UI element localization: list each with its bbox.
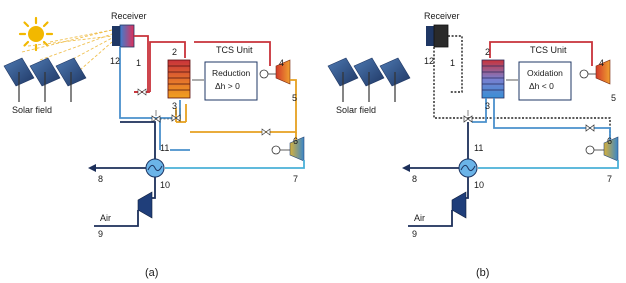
stream-number-11: 11 [160, 143, 170, 153]
heat-exchanger-icon [459, 159, 477, 177]
hot-turbine-icon [580, 60, 610, 84]
stream-number-5: 5 [611, 93, 617, 103]
solar-field-label: Solar field [12, 105, 53, 115]
receiver-label: Receiver [424, 11, 460, 21]
stream-7-line [478, 160, 618, 168]
heat-exchanger-icon [146, 159, 164, 177]
panel-caption: (b) [476, 267, 490, 279]
stream-number-12: 12 [424, 56, 435, 66]
tcs-reactor [482, 60, 504, 98]
compressor-to-hx-line [152, 177, 155, 198]
cool-turbine-icon [272, 137, 304, 161]
receiver-label: Receiver [111, 11, 147, 21]
solar-field-label: Solar field [336, 105, 377, 115]
stream-number-2: 2 [485, 47, 491, 57]
solar-field [328, 58, 410, 102]
stream-number-5: 5 [292, 93, 298, 103]
stream-8-arrow-icon [88, 164, 96, 172]
air-label: Air [100, 213, 111, 223]
receiver [112, 25, 134, 47]
stream-number-1: 1 [136, 58, 142, 68]
stream-number-12: 12 [110, 56, 121, 66]
stream-number-8: 8 [98, 174, 104, 184]
stream-number-8: 8 [412, 174, 418, 184]
tcs-unit-process: Oxidation [527, 68, 563, 78]
warm-line-valve-icon [262, 129, 270, 135]
stream-number-2: 2 [172, 47, 178, 57]
moon-icon [365, 6, 384, 30]
stream-number-3: 3 [485, 101, 491, 111]
stream-number-6: 6 [607, 136, 613, 146]
tcs-unit-title: TCS Unit [216, 45, 253, 55]
solar-field [4, 58, 86, 102]
panel-b [328, 6, 618, 279]
stream-number-4: 4 [599, 58, 605, 68]
stream-number-7: 7 [293, 174, 299, 184]
stream-number-1: 1 [450, 58, 456, 68]
stream-7-line [165, 160, 304, 168]
stream-number-4: 4 [279, 58, 285, 68]
tcs-unit-enthalpy: Δh > 0 [215, 81, 240, 91]
receiver [426, 25, 448, 47]
stream-number-9: 9 [98, 229, 104, 239]
stream-number-9: 9 [412, 229, 418, 239]
stream-8-arrow-icon [402, 164, 410, 172]
stream-number-10: 10 [160, 180, 171, 190]
stream-number-3: 3 [172, 101, 178, 111]
compressor-icon [138, 192, 152, 218]
tcs-unit-title: TCS Unit [530, 45, 567, 55]
tcs-reactor [168, 60, 190, 98]
stream-number-7: 7 [607, 174, 613, 184]
cool-turbine-icon [586, 137, 618, 161]
tcs-unit-process: Reduction [212, 68, 251, 78]
hot-turbine-icon [260, 60, 290, 84]
tcs-unit-enthalpy: Δh < 0 [529, 81, 554, 91]
panel-caption: (a) [145, 267, 159, 279]
compressor-icon [452, 192, 466, 218]
sun-icon [20, 18, 52, 50]
cool-stream-lines [472, 98, 610, 140]
panel-a [4, 11, 304, 279]
valve-icon [138, 89, 146, 95]
stream-number-11: 11 [474, 143, 484, 153]
stream-11-line [120, 122, 155, 159]
air-label: Air [414, 213, 425, 223]
stream-number-6: 6 [293, 136, 299, 146]
stream-number-10: 10 [474, 180, 485, 190]
